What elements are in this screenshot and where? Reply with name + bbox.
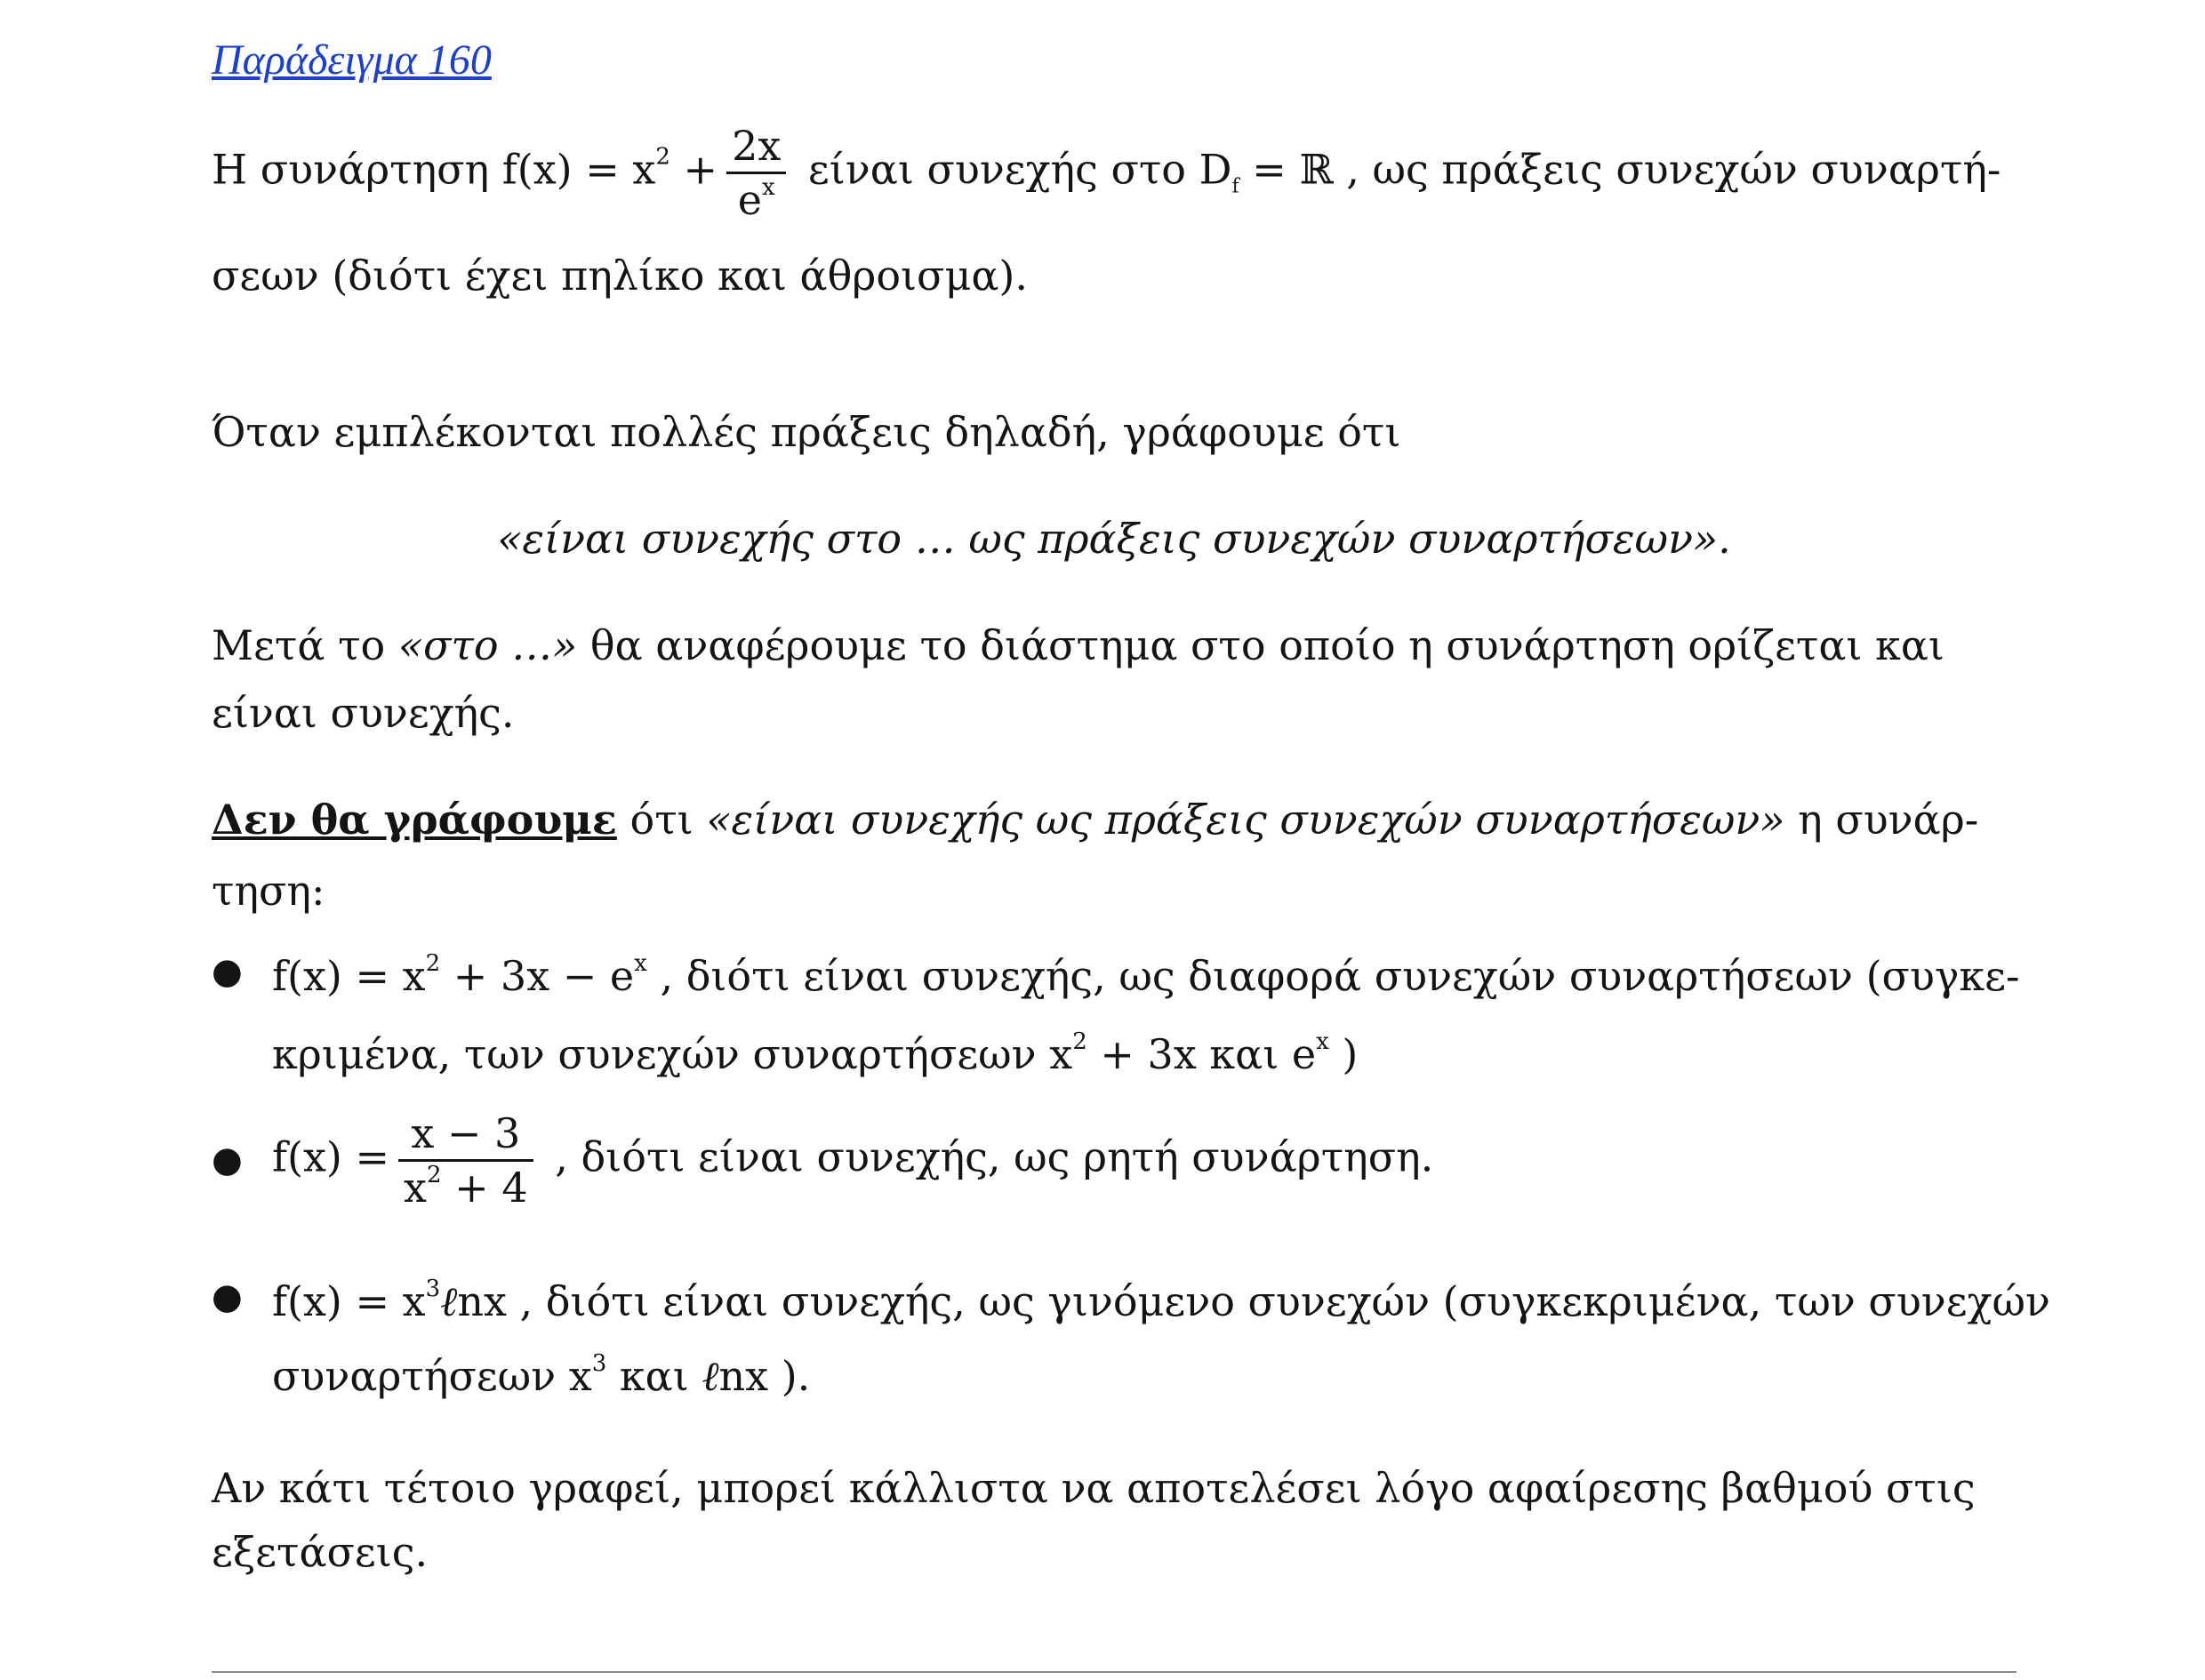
- paragraph-1-line-2: σεων (διότι έχει πηλίκο και άθροισμα).: [212, 252, 1028, 300]
- bullet-dot-2: ●: [212, 1140, 243, 1180]
- paragraph-2: Όταν εμπλέκονται πολλές πράξεις δηλαδή, γράφουμε ότι: [212, 408, 1401, 456]
- paragraph-3-line-2: είναι συνεχής.: [212, 689, 515, 737]
- p1-square: 2: [655, 143, 670, 171]
- p1-rest: = ℝ , ως πράξεις συνεχών συναρτή-: [1239, 145, 2001, 194]
- p1-frac-numerator: 2x: [732, 122, 782, 170]
- p1-fx: f(x) = x: [501, 145, 656, 194]
- paragraph-3-line-1: Μετά το «στο …» θα αναφέρουμε το διάστημα στο οποίο η συνάρτηση ορίζεται και: [212, 621, 1944, 669]
- p1-sub-f: f: [1231, 175, 1239, 198]
- p3-italic-quote: «στο …»: [397, 621, 578, 669]
- paragraph-4-line-1: Δεν θα γράφουμε ότι «είναι συνεχής ως πράξεις συνεχών συναρτήσεων» η συνάρ-: [212, 796, 1979, 844]
- bullet-3-line-1: $f(x) = x^3\ell nx$ , διότι είναι συνεχής, ως γινόμενο συνεχών (συγκεκριμένα, των συνεχών: [272, 1276, 2050, 1325]
- paragraph-1-line-1: [212, 120, 2001, 226]
- bullet-dot-3: ●: [212, 1276, 243, 1317]
- document-page: [212, 0, 2050, 1680]
- bullet-1-line-2: κριμένα, των συνεχών συναρτήσεων $x^2 + 3x$ και $e^x$ ): [272, 1028, 1359, 1078]
- p4-italic-quote: «είναι συνεχής ως πράξεις συνεχών συναρτήσεων»: [706, 796, 1785, 844]
- bullet-1-line-1: $f(x) = x^2 + 3x - e^x$ , διότι είναι συνεχής, ως διαφορά συνεχών συναρτήσεων (συγκε-: [272, 950, 2020, 1000]
- p1-plus: +: [670, 145, 718, 194]
- bottom-divider: [212, 1671, 2017, 1673]
- p1-frac-denominator: $e^x$: [737, 174, 775, 224]
- p1-fraction: [726, 120, 786, 226]
- bullet-2-fraction: $\frac{x - 3}{x^2 + 4}$: [398, 1108, 533, 1213]
- paragraph-5-line-1: Αν κάτι τέτοιο γραφεί, μπορεί κάλλιστα να αποτελέσει λόγο αφαίρεσης βαθμού στις: [212, 1464, 1976, 1512]
- paragraph-4-line-2: τηση:: [212, 867, 325, 915]
- p4-bold-emphasis: Δεν θα γράφουμε: [212, 796, 617, 844]
- p1-lead: Η συνάρτηση: [212, 145, 502, 194]
- bullet-2-line: f(x) = $\frac{x - 3}{x^2 + 4}$ , διότι είναι συνεχής, ως ρητή συνάρτηση.: [272, 1109, 1434, 1212]
- bullet-3-line-2: συναρτήσεων $x^3$ και ℓnx ).: [272, 1350, 811, 1400]
- example-title[interactable]: Παράδειγμα 160: [212, 36, 492, 84]
- bullet-dot-1: ●: [212, 951, 243, 992]
- p1-after: είναι συνεχής στο D: [795, 145, 1232, 194]
- paragraph-5-line-2: εξετάσεις.: [212, 1528, 429, 1576]
- centered-quote: «είναι συνεχής στο … ως πράξεις συνεχών συναρτήσεων».: [497, 515, 1731, 563]
